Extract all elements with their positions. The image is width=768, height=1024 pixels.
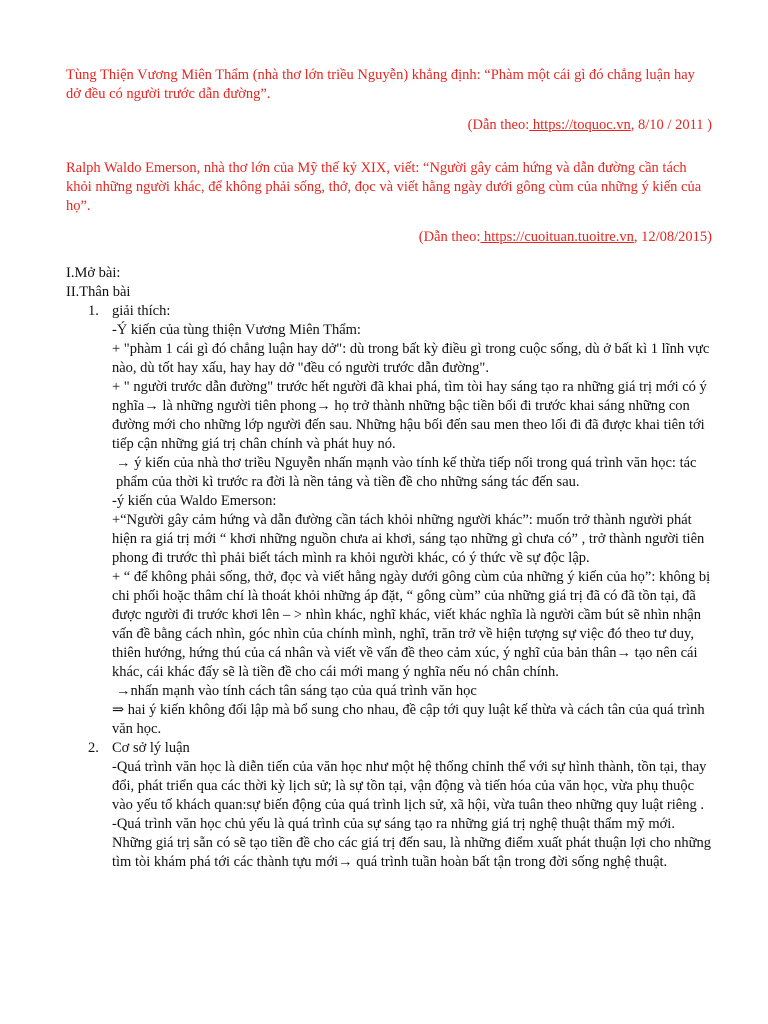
- source-citation-tuoitre: [66, 228, 712, 247]
- list-item-title: Cơ sở lý luận: [112, 740, 190, 756]
- source-citation-toquoc: [66, 116, 712, 135]
- list-item-giai-thich: [66, 302, 712, 739]
- paragraph: -Ý kiến của tùng thiện Vương Miên Thẩm:: [112, 322, 361, 338]
- section-heading-mo-bai: I.Mở bài:: [66, 265, 121, 281]
- list-number: 1.: [88, 303, 99, 319]
- source-date: , 8/10 / 2011 ): [630, 117, 712, 133]
- paragraph: ⇒ hai ý kiến không đối lập mà bổ sung cho nhau, đề cập tới quy luật kế thừa và cách tân của quá trình văn học.: [112, 702, 705, 737]
- source-link-tuoitre[interactable]: https://cuoituan.tuoitre.vn: [480, 229, 634, 245]
- source-prefix: (Dẫn theo:: [467, 117, 530, 133]
- paragraph: → ý kiến của nhà thơ triều Nguyễn nhấn mạnh vào tính kế thừa tiếp nối trong quá trình văn học: tác phẩm của thời kì trước ra đời là nền tảng và tiền đề cho những sáng tác đến sau.: [116, 455, 697, 490]
- source-date: , 12/08/2015): [633, 229, 712, 245]
- quote-mien-tham: Tùng Thiện Vương Miên Thẩm (nhà thơ lớn triều Nguyễn) khẳng định: “Phàm một cái gì đó chẳng luận hay dở đều có người trước dẫn đường”.: [66, 67, 695, 102]
- list-item-title: giải thích:: [112, 303, 171, 319]
- paragraph: + " người trước dẫn đường" trước hết người đã khai phá, tìm tòi hay sáng tạo ra những giá trị mới có ý nghĩa→ là những người tiên phong→ họ trở thành những bậc tiền bối đi trước khai sáng những con đường mới cho những lớp người đến sau. Những hậu bối đến sau men theo lối đi đã được khai tiên tới tiếp cận những giá trị chân chính và phát huy nó.: [112, 379, 707, 452]
- paragraph: -ý kiến của Waldo Emerson:: [112, 493, 277, 509]
- paragraph: -Quá trình văn học là diễn tiến của văn học như một hệ thống chỉnh thể với sự hình thành, tồn tại, thay đổi, phát triển qua các thời kỳ lịch sử; là sự tồn tại, vận động và tiến hóa của văn học, vừa phụ thuộc vào yếu tố khách quan:sự biến động của quá trình lịch sử, xã hội, vừa tuân theo những quy luật riêng .: [112, 759, 707, 813]
- list-item-co-so-ly-luan: [66, 739, 712, 872]
- paragraph: + “ để không phải sống, thở, đọc và viết hằng ngày dưới gông cùm của những ý kiến của họ”: không bị chi phối hoặc thâm chí là thoát khỏi những áp đặt, “ gông cùm” của những giá trị đã có đã tồn tại, đã được người đi trước khơi lên – > nhìn khác, nghĩ khác, viết khác nghĩa là người cầm bút sẽ nhìn nhận vấn đề bằng cách nhìn, góc nhìn của chính mình, nghĩ, trăn trở về hiện tượng sự việc đó theo tư duy, thiên hướng, hứng thú của cá nhân và viết về vấn đề theo cảm xúc, ý nghĩ của bản thân→ tạo nên cái khác, cái khác đấy sẽ là tiền đề cho cái mới mang ý nghĩa nếu nó chân chính.: [112, 569, 711, 680]
- section-heading-than-bai: II.Thân bài: [66, 284, 131, 300]
- paragraph: + "phàm 1 cái gì đó chẳng luận hay dở": dù trong bất kỳ điều gì trong cuộc sống, dù ở bất kì 1 lĩnh vực nào, dù tốt hay xấu, hay hay dở "đều có người trước dẫn đường".: [112, 341, 710, 376]
- source-prefix: (Dẫn theo:: [418, 229, 481, 245]
- paragraph: -Quá trình văn học chủ yếu là quá trình của sự sáng tạo ra những giá trị nghệ thuật thẩm mỹ mới. Những giá trị sẵn có sẽ tạo tiền đề cho các giá trị đến sau, là những điểm xuất phát thuận lợi cho những tìm tòi khám phá tới các thành tựu mới→ quá trình tuần hoàn bất tận trong đời sống nghệ thuật.: [112, 816, 712, 870]
- source-link-toquoc[interactable]: https://toquoc.vn: [529, 117, 631, 133]
- paragraph: +“Người gây cảm hứng và dẫn đường cần tách khỏi những người khác”: muốn trở thành người phát hiện ra giá trị mới “ khơi những nguồn chưa ai khơi, sáng tạo những gì chưa có” , trở thành người tiên phong đi trước thì phải biết tách mình ra khỏi người khác, có ý thức về sự độc lập.: [112, 512, 705, 566]
- quote-emerson: Ralph Waldo Emerson, nhà thơ lớn của Mỹ thế kỷ XIX, viết: “Người gây cảm hứng và dẫn đường cần tách khỏi những người khác, để không phải sống, thở, đọc và viết hằng ngày dưới gông cùm của những ý kiến của họ”.: [66, 160, 702, 214]
- paragraph: →nhấn mạnh vào tính cách tân sáng tạo của quá trình văn học: [116, 683, 477, 699]
- numbered-list: [66, 302, 712, 872]
- list-number: 2.: [88, 740, 99, 756]
